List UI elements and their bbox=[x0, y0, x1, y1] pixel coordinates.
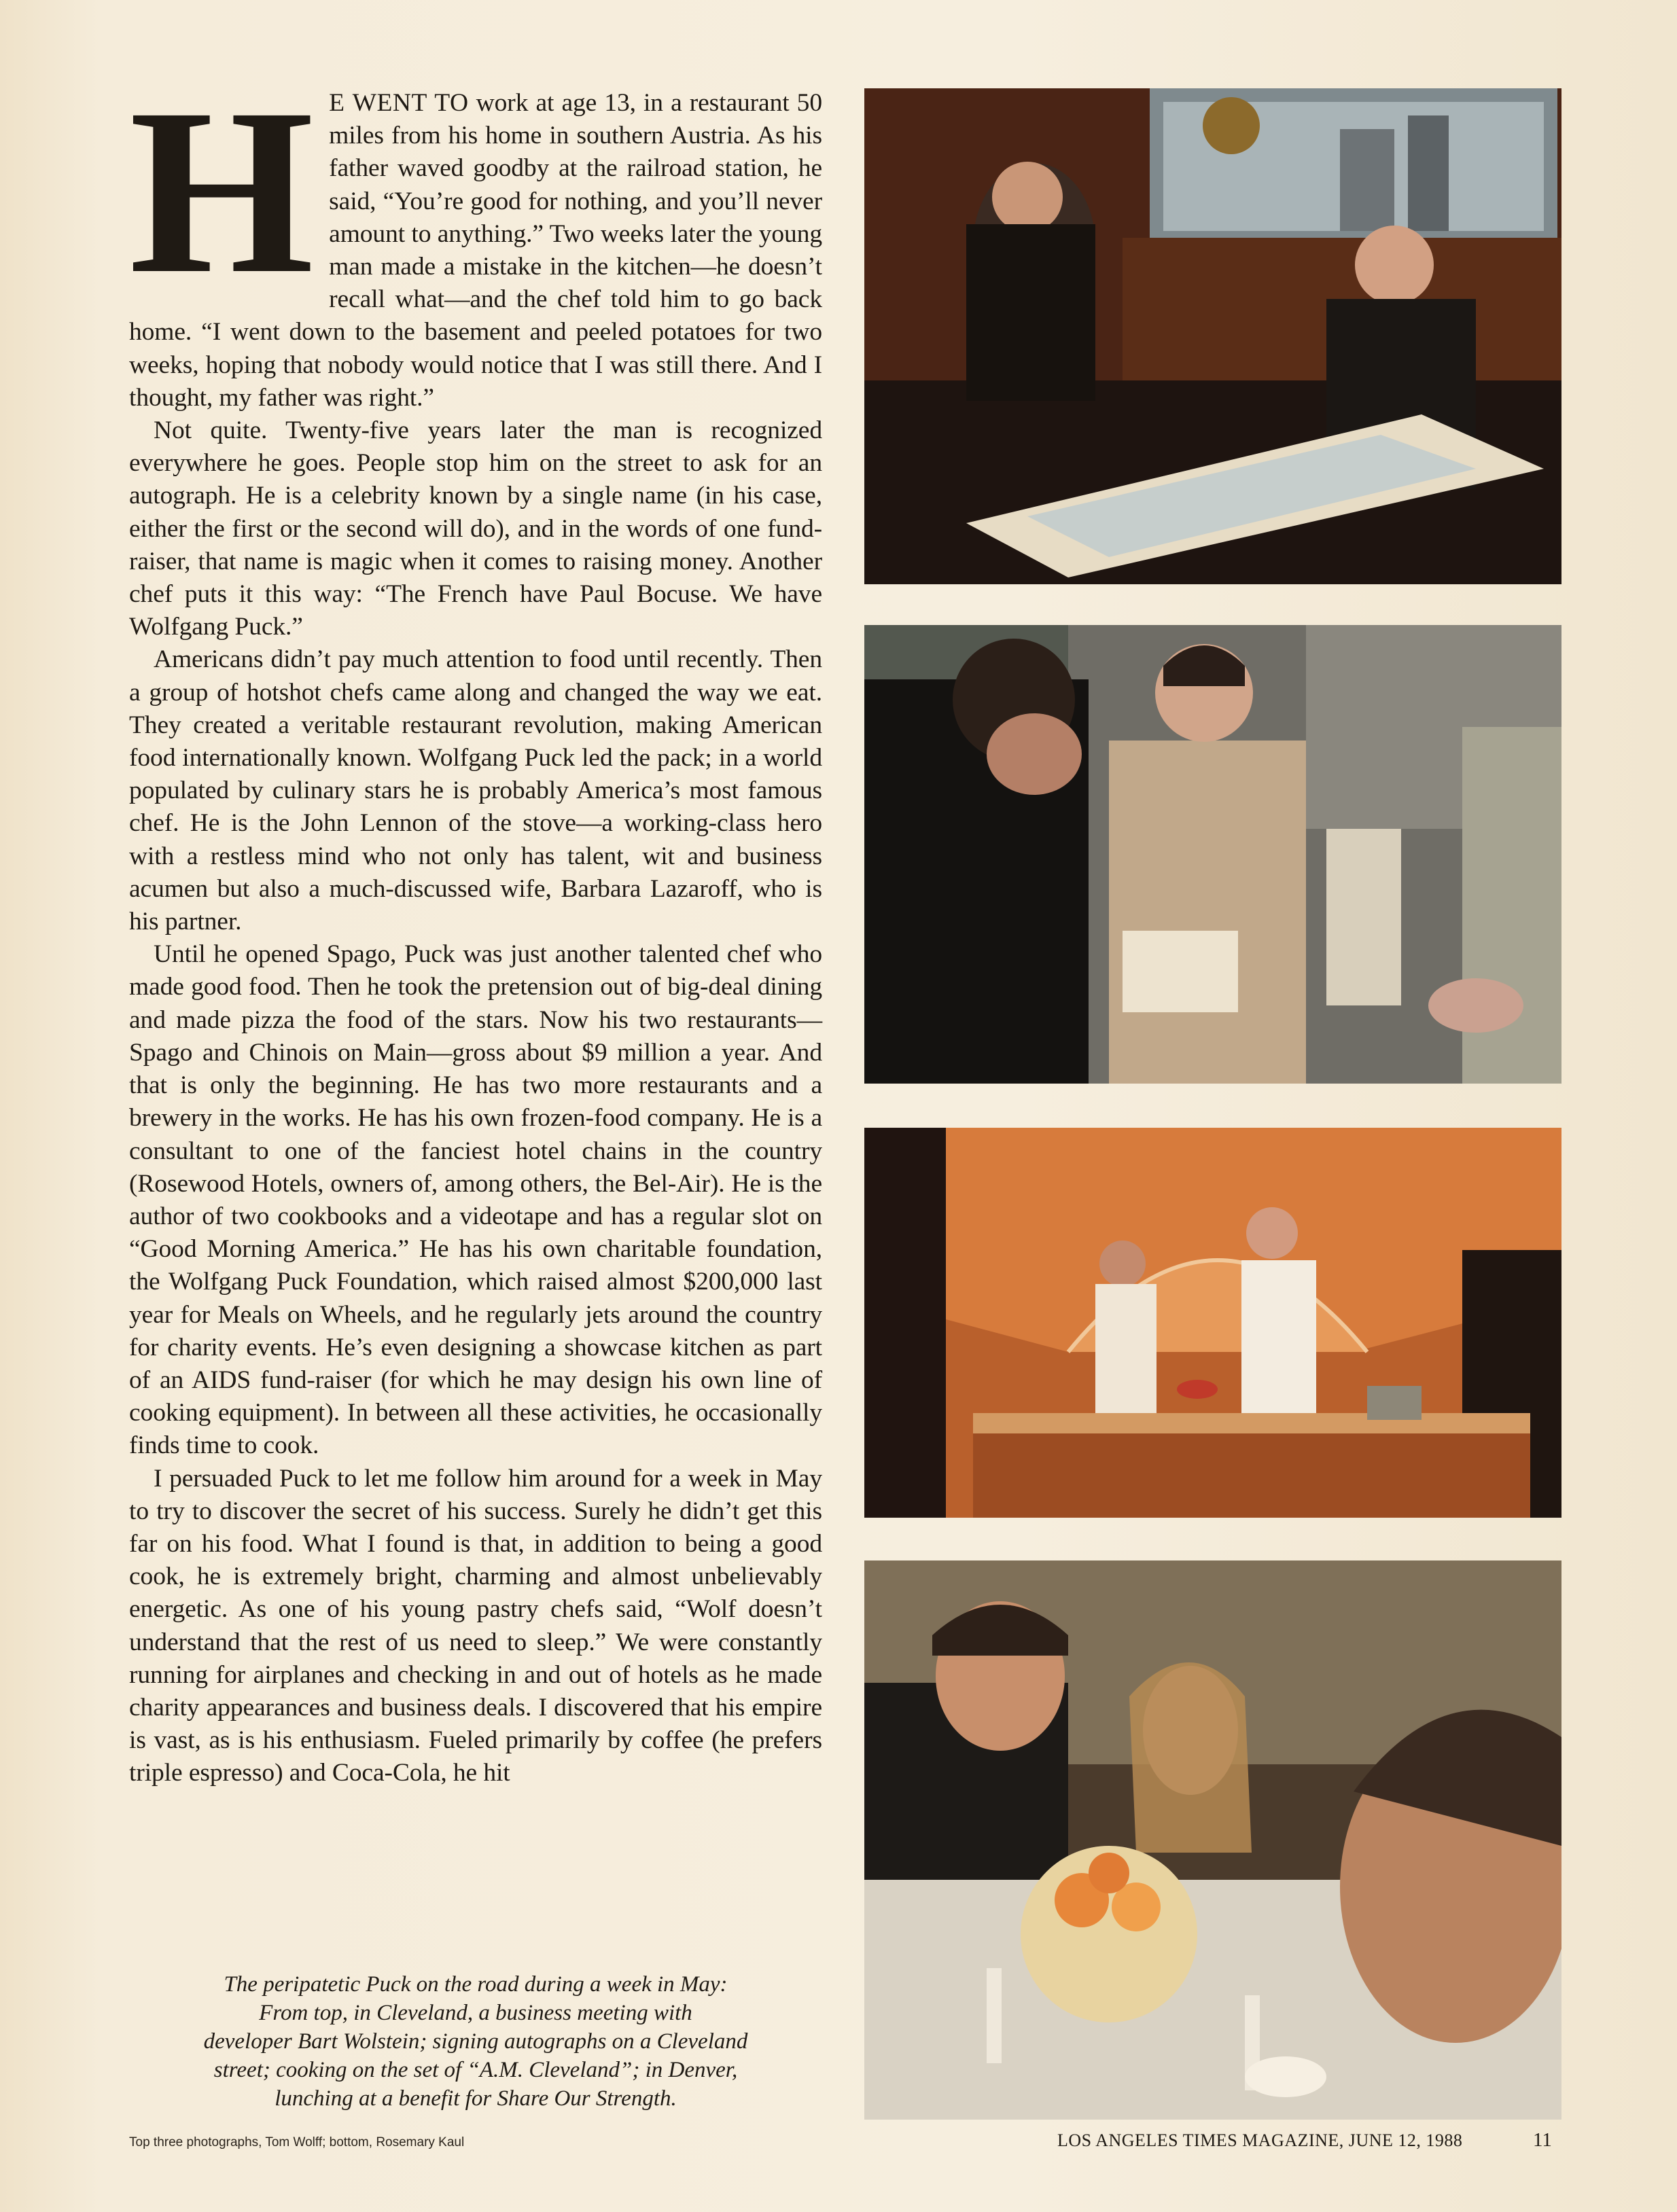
paragraph-2: Not quite. Twenty-five years later the man is recognized everywhere he goes. People stop him on the street to ask for an autograph. He is a celebrity known by a single name (in his case, either the first or the second will do), and in the words of one fund-raiser, that name is magic when it comes to raising money. Another chef puts it this way: “The French have Paul Bocuse. We have Wolfgang Puck.” bbox=[129, 416, 822, 641]
photo-caption bbox=[129, 1970, 822, 2113]
article-body bbox=[129, 59, 822, 1790]
photo-cooking-tv-set bbox=[864, 1128, 1561, 1518]
photo-business-meeting bbox=[864, 88, 1561, 584]
paragraph-1-text: work at age 13, in a restaurant 50 miles from his home in southern Austria. As his father waved goodby at the railroad station, he said, “You’re good for nothing, and you’ll never amount to anything.” Two weeks later the young man made a mistake in the kitchen—he doesn’t recall what—and the chef told him to go back home. “I went down to the basement and peeled potatoes for two weeks, hoping that nobody would notice that I was still there. And I thought, my father was right.” bbox=[129, 89, 822, 412]
caption-line: developer Bart Wolstein; signing autographs on a Cleveland bbox=[203, 2029, 748, 2054]
paragraph-3: Americans didn’t pay much attention to food until recently. Then a group of hotshot chefs came along and changed the way we eat. They created a veritable restaurant revolution, making American food internationally known. Wolfgang Puck led the pack; in a world populated by culinary stars he is probably America’s most famous chef. He is the John Lennon of the stove—a working-class hero with a restless mind who not only has talent, wit and business acumen but also a much-discussed wife, Barbara Lazaroff, who is his partner. bbox=[129, 645, 822, 936]
lead-in: E WENT TO bbox=[329, 89, 469, 117]
caption-line: street; cooking on the set of “A.M. Cleveland”; in Denver, bbox=[213, 2058, 738, 2082]
folio: LOS ANGELES TIMES MAGAZINE, JUNE 12, 1988 bbox=[1057, 2130, 1463, 2150]
paragraph-5: I persuaded Puck to let me follow him around for a week in May to try to discover the secret of his success. Surely he didn’t get this far on his food. What I found is that, in addition to being a good cook, he is extremely bright, charming and almost unbelievably energetic. As one of his young pastry chefs said, “Wolf doesn’t understand that the rest of us need to sleep.” We were constantly running for airplanes and checking in and out of hotels as he made charity appearances and business deals. I discovered that his empire is vast, as is his enthusiasm. Fueled primarily by coffee (he prefers triple espresso) and Coca-Cola, he hit bbox=[129, 1464, 822, 1787]
caption-line: From top, in Cleveland, a business meeting with bbox=[259, 2001, 692, 2025]
photo-credit: Top three photographs, Tom Wolff; bottom, Rosemary Kaul bbox=[129, 2135, 465, 2149]
caption-line: The peripatetic Puck on the road during a week in May: bbox=[224, 1972, 728, 1997]
page-number: 11 bbox=[1533, 2129, 1552, 2151]
photo-signing-autographs bbox=[864, 625, 1561, 1084]
caption-line: lunching at a benefit for Share Our Strength. bbox=[275, 2086, 677, 2111]
drop-cap: H bbox=[129, 59, 315, 323]
paragraph-1 bbox=[129, 59, 822, 414]
paragraph-4: Until he opened Spago, Puck was just another talented chef who made good food. Then he took the pretension out of big-deal dining and made pizza the food of the stars. Now his two restaurants—Spago and Chinois on Main—gross about $9 million a year. And that is only the beginning. He has two more restaurants and a brewery in the works. He has his own frozen-food company. He is a consultant to one of the fanciest hotel chains in the country (Rosewood Hotels, owners of, among others, the Bel-Air). He is the author of two cookbooks and a videotape and has a regular slot on “Good Morning America.” He has his own charitable foundation, the Wolfgang Puck Foundation, which raised almost $200,000 last year for Meals on Wheels, and he regularly jets around the country for charity events. He’s even designing a showcase kitchen as part of an AIDS fund-raiser (for which he may design his own line of cooking equipment). In between all these activities, he occasionally finds time to cook. bbox=[129, 940, 822, 1460]
photo-benefit-lunch bbox=[864, 1560, 1561, 2120]
